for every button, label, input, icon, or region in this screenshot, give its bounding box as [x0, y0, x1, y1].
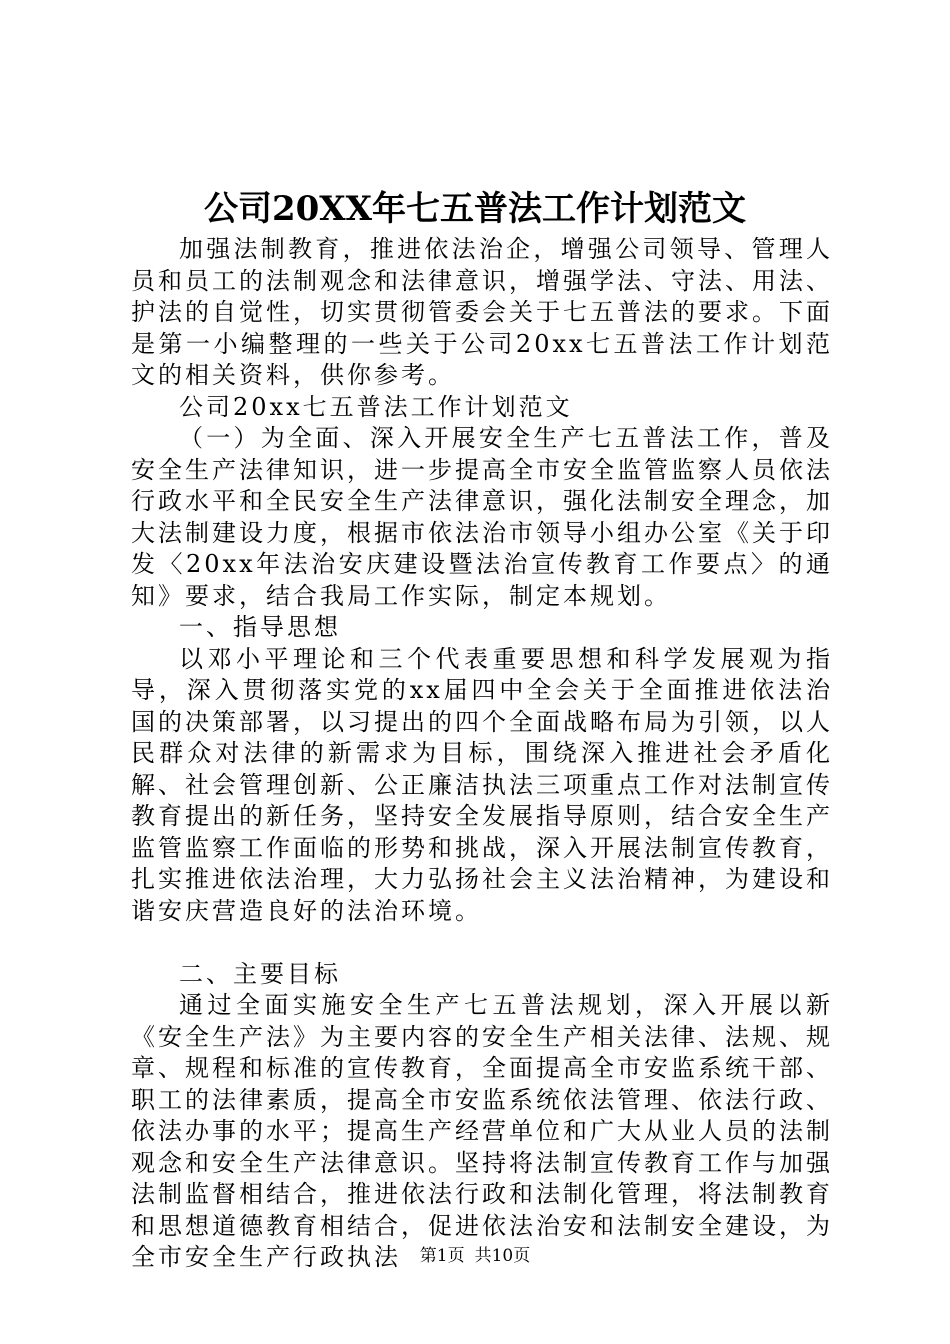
document-body [131, 234, 833, 1274]
page-number: 第1页 [419, 1246, 465, 1266]
subtitle-line: 公司20xx七五普法工作计划范文 [179, 392, 573, 421]
page-total: 共10页 [474, 1246, 531, 1266]
intro-paragraph: 加强法制教育，推进依法治企，增强公司领导、管理人员和员工的法制观念和法律意识，增强学法、守法、用法、护法的自觉性，切实贯彻管委会关于七五普法的要求。下面是第一小编整理的一些关于公司20xx七五普法工作计划范文的相关资料，供你参考。 [131, 235, 833, 389]
guiding-ideology-paragraph: 以邓小平理论和三个代表重要思想和科学发展观为指导，深入贯彻落实党的xx届四中全会关于全面推进依法治国的决策部署，以习提出的四个全面战略布局为引领，以人民群众对法律的新需求为目标，围绕深入推进社会矛盾化解、社会管理创新、公正廉洁执法三项重点工作对法制宣传教育提出的新任务，坚持安全发展指导原则，结合安全生产监管监察工作面临的形势和挑战，深入开展法制宣传教育，扎实推进依法治理，大力弘扬社会主义法治精神，为建设和谐安庆营造良好的法治环境。 [131, 644, 833, 925]
main-goals-paragraph: 通过全面实施安全生产七五普法规划，深入开展以新《安全生产法》为主要内容的安全生产相关法律、法规、规章、规程和标准的宣传教育，全面提高全市安监系统干部、职工的法律素质，提高全市安监系统依法管理、依法行政、依法办事的水平；提高生产经营单位和广大从业人员的法制观念和安全生产法律意识。坚持将法制宣传教育工作与加强法制监督相结合，推进依法行政和法制化管理，将法制教育和思想道德教育相结合，促进依法治安和法制安全建设，为全市安全生产行政执法 [131, 991, 833, 1271]
heading-guiding-ideology: 一、指导思想 [179, 613, 341, 641]
blank-line [131, 927, 833, 959]
section-one-paragraph: （一）为全面、深入开展安全生产七五普法工作，普及安全生产法律知识，进一步提高全市安全监管监察人员依法行政水平和全民安全生产法律意识，强化法制安全理念，加大法制建设力度，根据市依法治市领导小组办公室《关于印发〈20xx年法治安庆建设暨法治宣传教育工作要点〉的通知》要求，结合我局工作实际，制定本规划。 [131, 424, 833, 610]
heading-main-goals: 二、主要目标 [179, 959, 341, 988]
page-footer [0, 1245, 950, 1267]
document-title: 公司20XX年七五普法工作计划范文 [203, 189, 747, 229]
